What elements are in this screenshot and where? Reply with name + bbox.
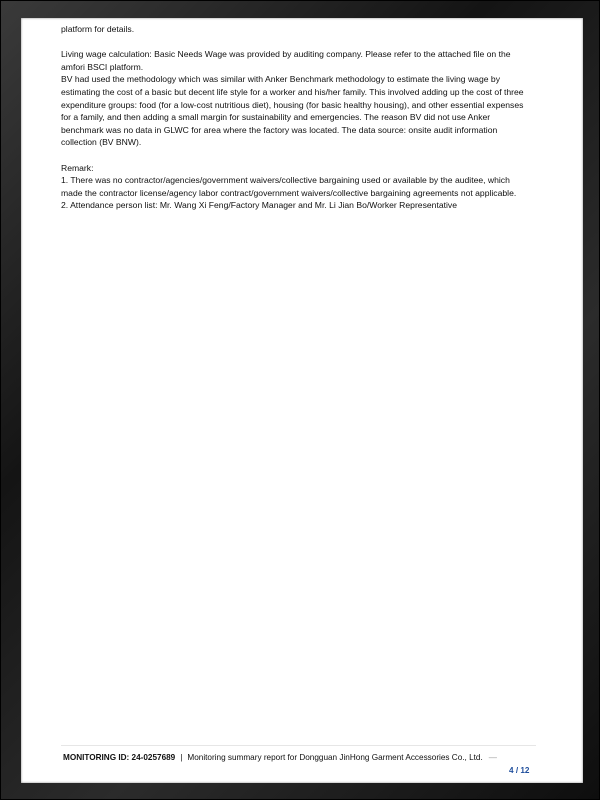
page-number: 4 / 12 [509,766,530,775]
paragraph-line: estimating the cost of a basic but decent life style for a worker and his/her family. This involved adding up the cost of three [61,86,524,97]
document-body [61,23,541,212]
remark-line: 2. Attendance person list: Mr. Wang Xi Feng/Factory Manager and Mr. Li Jian Bo/Worker Representative [61,200,457,211]
remark-line: 1. There was no contractor/agencies/government waivers/collective bargaining used or available by the auditee, which [61,175,510,186]
paragraph-line: platform for details. [61,24,135,34]
paragraph-line: collection (BV BNW). [61,137,142,148]
page-footer [63,753,538,762]
document-page [21,18,583,783]
paragraph-line: Living wage calculation: Basic Needs Wage was provided by auditing company. Please refer to the attached file on the [61,49,511,60]
monitoring-id: MONITORING ID: 24-0257689 [63,753,176,762]
paragraph-line: for a family, and then adding a small margin for sustainability and emergencies. The reason BV did not use Anker [61,112,491,123]
paragraph-line: amfori BSCI platform. [61,61,144,72]
paragraph-line: expenditure groups: food (for a low-cost nutritious diet), housing (for basic healthy housing), and other essential expenses [61,99,524,110]
paragraph-line: benchmark was no data in GLWC for area where the factory was located. The data source: onsite audit information [61,124,498,135]
footer-dash: — [488,753,497,762]
remark-heading: Remark: [61,162,94,173]
footer-separator: | [180,753,183,762]
paragraph-line: BV had used the methodology which was similar with Anker Benchmark methodology to estimate the living wage by [61,74,500,85]
report-title: Monitoring summary report for Dongguan JinHong Garment Accessories Co., Ltd. [187,753,483,762]
remark-line: made the contractor license/agency labor contract/government waivers/collective bargaining agreements not applicable. [61,187,517,198]
footer-divider [61,745,536,746]
